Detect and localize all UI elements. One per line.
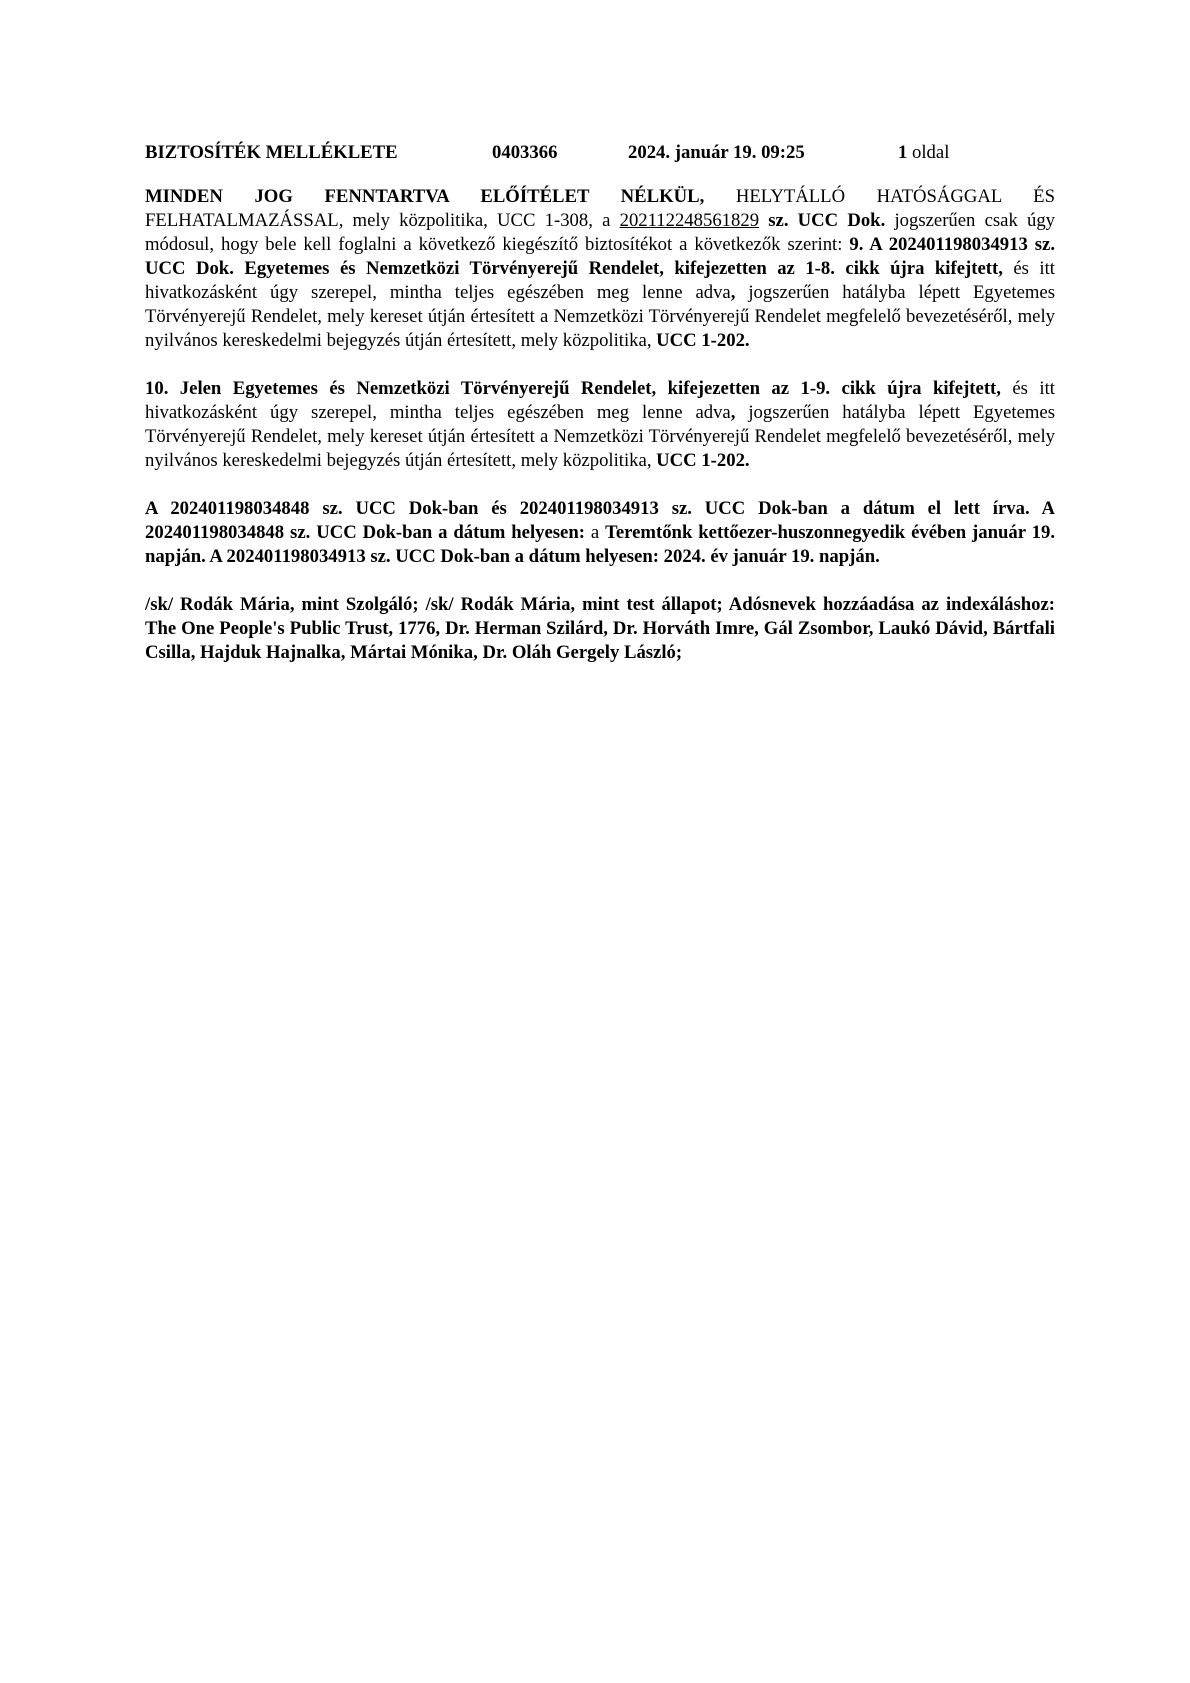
text-run-bold: sz. UCC Dok.: [759, 210, 886, 231]
text-run: HELYTÁLLÓ HATÓSÁGGAL ÉS FELHATALMAZÁSSAL, mely közpolitika, UCC 1-308, a: [145, 186, 1055, 231]
text-run-bold: ,: [730, 282, 736, 303]
header-page-number: 1: [898, 142, 908, 163]
reservation-of-rights: MINDEN JOG FENNTARTVA ELŐÍTÉLET NÉLKÜL,: [145, 186, 705, 207]
ucc-reference: UCC 1-202.: [656, 450, 750, 471]
header-datetime: 2024. január 19. 09:25: [628, 142, 805, 163]
document-page: [145, 141, 1055, 689]
text-run: jogszerűen csak úgy módosul, hogy bele kell foglalni a következő kiegészítő biztosítékot a következők szerint:: [145, 210, 1056, 255]
text-run: és itt hivatkozásként úgy szerepel, mintha teljes egészében meg lenne adva: [145, 258, 1055, 303]
article-9-heading: 9. A 202401198034913 sz. UCC Dok. Egyetemes és Nemzetközi Törvényerejű Rendelet, kifejezetten az 1-8. cikk újra kifejtett,: [145, 234, 1056, 279]
paragraph-article-10: [145, 377, 1055, 473]
paragraph-signatures: [145, 593, 1055, 665]
header-title: BIZTOSÍTÉK MELLÉKLETE: [145, 142, 398, 163]
header-page-indicator: [898, 141, 949, 165]
text-run-bold: ,: [730, 402, 736, 423]
ucc-document-number-link: 202112248561829: [619, 210, 760, 231]
text-run: a: [584, 522, 606, 543]
ucc-reference: UCC 1-202.: [656, 330, 750, 351]
header-document-number: 0403366: [492, 142, 558, 163]
text-run: jogszerűen hatályba lépett Egyetemes Törvényerejű Rendelet, mely kereset útján értesített a Nemzetközi Törvényerejű Rendelet megfelelő bevezetéséről, mely nyilvános kereskedelmi bejegyzés útján értesített, mely közpolitika,: [145, 402, 1055, 471]
text-run: jogszerűen hatályba lépett Egyetemes Törvényerejű Rendelet, mely kereset útján értesített a Nemzetközi Törvényerejű Rendelet megfelelő bevezetéséről, mely nyilvános kereskedelmi bejegyzés útján értesített, mely közpolitika,: [145, 282, 1055, 351]
paragraph-date-correction: [145, 497, 1055, 569]
text-run-bold: A 202401198034848 sz. UCC Dok-ban és 202401198034913 sz. UCC Dok-ban a dátum el lett írva. A 202401198034848 sz. UCC Dok-ban a dátum helyesen:: [145, 498, 1055, 543]
paragraph-amendment: [145, 185, 1055, 353]
text-run-bold: Teremtőnk kettőezer-huszonnegyedik évében január 19. napján. A 202401198034913 sz. UCC Dok-ban a dátum helyesen: 2024. év január 19. napján.: [145, 522, 1055, 567]
header-page-word: oldal: [912, 142, 950, 163]
signature-and-debtors: /sk/ Rodák Mária, mint Szolgáló; /sk/ Rodák Mária, mint test állapot; Adósnevek hozzáadása az indexáláshoz: The One People's Public Trust, 1776, Dr. Herman Szilárd, Dr. Horváth Imre, Gál Zsombor, Laukó Dávid, Bártfali Csilla, Hajduk Hajnalka, Mártai Mónika, Dr. Oláh Gergely László;: [145, 594, 1055, 663]
text-run: és itt hivatkozásként úgy szerepel, mintha teljes egészében meg lenne adva: [145, 378, 1055, 423]
document-header: [145, 141, 1055, 165]
article-10-heading: 10. Jelen Egyetemes és Nemzetközi Törvényerejű Rendelet, kifejezetten az 1-9. cikk újra kifejtett,: [145, 378, 1001, 399]
